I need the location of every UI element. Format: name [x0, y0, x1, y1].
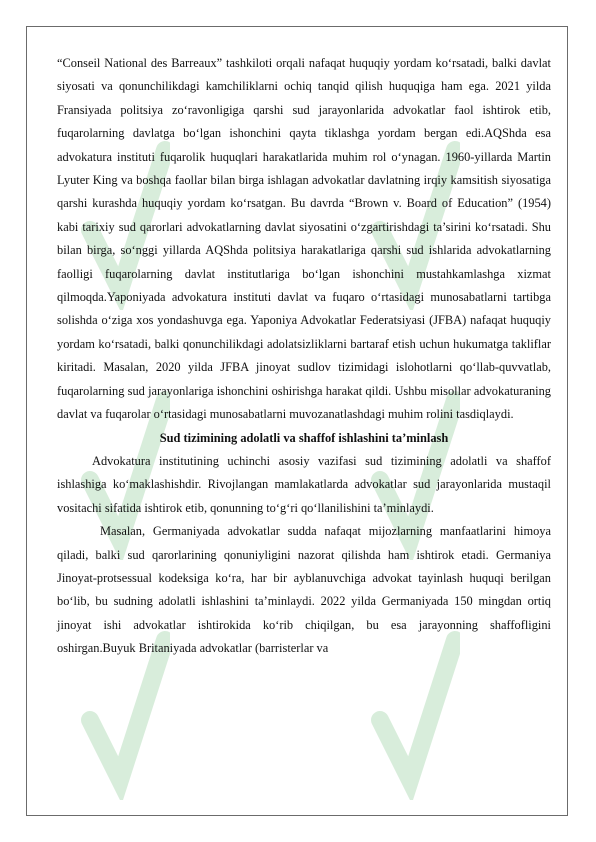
paragraph-3: Masalan, Germaniyada advokatlar sudda nafaqat mijozlarning manfaatlarini himoya qiladi, balki sud qarorlarining qonuniyligini nazorat qilishda ham ishtirok etadi. Germaniya Jinoyat-protsessual kodeksiga ko‘ra, har bir ayblanuvchiga advokat tayinlash huquqi berilgan bo‘lib, bu sudning adolatli ishlashini ta’minlaydi. 2022 yilda Germaniyada 150 mingdan ortiq jinoyat ishi advokatlar ishtirokida ko‘rib chiqilgan, bu esa jarayonning shaffofligini oshirgan.Buyuk Britaniyada advokatlar (barristerlar va — [57, 524, 551, 656]
section-heading: Sud tizimining adolatli va shaffof ishlashini ta’minlash — [159, 430, 449, 445]
paragraph-1: “Conseil National des Barreaux” tashkiloti orqali nafaqat huquqiy yordam ko‘rsatadi, balki davlat siyosati va qonunchilikdagi kamchiliklarni ochiq tanqid qilish huquqiga ham ega. 2021 yilda Fransiyada politsiya zo‘ravonligiga qarshi sud jarayonlarida advokatlar faol ishtirok etib, fuqarolarning davlatga bo‘lgan ishonchini qayta tiklashga yordam bergan edi.AQShda esa advokatura instituti fuqarolik huquqlari harakatlarida muhim rol o‘ynagan. 1960-yillarda Martin Lyuter King va boshqa faollar bilan birga ishlagan advokatlar davlatning irqiy kamsitish siyosatiga qarshi kurashda huquqiy yordam ko‘rsatgan. Bu davrda “Brown v. Board of Education” (1954) kabi tarixiy sud qarorlari advokatlarning davlat siyosatini o‘zgartirishdagi ta’sirini ko‘rsatadi. Shu bilan birga, so‘nggi yillarda AQShda politsiya harakatlariga qarshi sud ishlarida advokatlarning faolligi fuqarolarning davlat institutlariga bo‘lgan ishonchini mustahkamlashga xizmat qilmoqda.Yaponiyada advokatura instituti davlat va fuqaro o‘rtasidagi munosabatlarni tartibga solishda o‘ziga xos yondashuvga ega. Yaponiya Advokatlar Federatsiyasi (JFBA) nafaqat huquqiy yordam ko‘rsatadi, balki qonunchilikdagi adolatsizliklarni bartaraf etish uchun hukumatga takliflar kiritadi. Masalan, 2020 yilda JFBA jinoyat sudlov tizimidagi islohotlarni qo‘llab-quvvatlab, fuqarolarning sud jarayonlariga ishonchini oshirishga harakat qildi. Ushbu misollar advokaturaning davlat va fuqarolar o‘rtasidagi munosabatlarni muvozanatlashdagi muhim rolini tasdiqlaydi. — [57, 56, 551, 422]
document-body — [57, 52, 551, 661]
paragraph-2: Advokatura institutining uchinchi asosiy vazifasi sud tizimining adolatli va shaffof ishlashiga ko‘maklashishdir. Rivojlangan mamlakatlarda advokatlar sud jarayonlarida mustaqil vositachi sifatida ishtirok etib, qonunning to‘g‘ri qo‘llanilishini ta’minlaydi. — [57, 453, 551, 515]
